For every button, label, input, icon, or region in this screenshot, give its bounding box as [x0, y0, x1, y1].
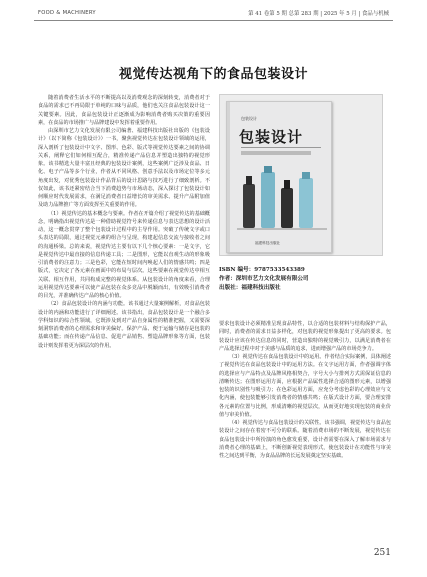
- right-column: [219, 320, 391, 460]
- paragraph: 要求包装设计必须精准呈现食品特性，以合适的包装材料与结构保护产品，同时，消费者的需求日益多样化，对包装的视觉形象提出了更高的要求。包装设计应该在传达信息的同时，营造出独特的视觉吸引力，以满足消费者在产品选择过程中对于美感与品质的追求，进而增强产品的市场竞争力。: [219, 321, 391, 352]
- paragraph: （1）视觉传达的基本概念与要素。作者在开篇介绍了视觉传达的基础概念，明确指出视觉传达是一种借助视觉符号来传递信息与表达思想的设计活动，这一概念贯穿了整个包装设计过程中的主导作用。突破了传统文字或口头表达的局限，通过视觉元素的组合与呈现，构建起信息交流与接收者之间的沟通桥梁。总的来说，视觉传达主要有以下几个核心要素：一是文字，它是视觉传达中最直接的信息传递工具；二是图形，它能以直观生动的形象吸引消费者的注意力；三是色彩，它能在短时间内唤起人们的情感共鸣；四是版式，它决定了各元素在画面中的布局与层次。这些要素在视觉传达中相互关联、相互作用，共同构成完整的视觉体系。从包装设计的角度来看，合理运用视觉传达要素可以使产品包装在众多竞品中脱颖而出，有效吸引消费者的目光，并准确传达产品的核心价值。: [38, 210, 210, 299]
- book-cover-image: [219, 94, 383, 256]
- header-rule: [34, 20, 393, 21]
- paragraph: （2）食品包装设计的内涵与功能。该书通过大量案例解析，对食品包装设计的内涵和功能进行了详细阐述。该书指出，食品包装设计是一个融合多学科知识的综合性领域，它既涉及到对产品自身属性的精准把握，又需要深刻洞察消费者的心理需求和审美偏好。保护产品、便于运输与储存是包装的基础功能；而在传递产品信息、促进产品销售、塑造品牌形象等方面，包装设计则发挥着更为深层次的作用。: [38, 301, 210, 349]
- article-title: 视觉传达视角下的食品包装设计: [118, 67, 308, 82]
- issue-info: 第 41 卷第 5 期 总第 283 期 | 2025 年 5 月 | 食品与机械: [248, 11, 389, 17]
- book-info: [219, 266, 309, 292]
- paragraph: 随着消费者生活水平的不断提高以及消费观念的深刻转变，消费者对于食品的需求已不再局限于单纯的口味与品质，他们也关注食品包装设计这一关键要素。因此，食品包装设计正逐渐成为影响消费者购买决策的重要因素，在食品的市场推广与品牌建设中发挥着重要作用。: [38, 95, 210, 126]
- book-cover-small-text: 包装设计: [241, 116, 257, 121]
- book-cover: [226, 101, 332, 253]
- book-author: 作者：深圳市艺力文化发展有限公司: [219, 275, 309, 282]
- cover-bar: [241, 151, 311, 155]
- book-cover-title: 包装设计: [239, 128, 304, 146]
- journal-name: FOOD & MACHINERY: [38, 10, 96, 16]
- book-isbn: ISBN 编号：9787533543389: [219, 267, 305, 273]
- bottles-illustration: [237, 162, 327, 232]
- cover-divider: [241, 147, 321, 148]
- left-column: [38, 94, 210, 350]
- paragraph: （3）视觉传达在食品包装设计中的运用。作者结合实际案例，具体阐述了视觉传达在食品包装设计中的运用方法。在文字运用方面，作者强调字体的选择应与产品特点及品牌风格相契合，字号大小与排列方式需保证信息的清晰传达；在图形运用方面，应根据产品属性选择合适的图形元素，以增强包装的识别性与吸引力；在色彩运用方面，应充分考虑色彩的心理效应与文化内涵，使包装能够引发消费者的情感共鸣；在版式设计方面，要合理安排各元素的位置与比例，形成清晰的视觉层次，从而更好地实现包装的商业价值与审美价值。: [219, 354, 391, 418]
- book-spine: [227, 102, 230, 252]
- paragraph: 由深圳市艺力文化发展有限公司编著、福建科技出版社出版的《包装设计》（以下简称《包装设计》）一书，聚焦视觉传达在包装设计领域的运用，深入剖析了包装设计中文字、图形、色彩、版式等视觉传达要素之间的协调关系，阐释它们如何相互配合，精准传递产品信息并塑造出独特的视觉形象。该书精选大量丰富且经典的包装设计案例，这些案例广泛涉及食品、日化、电子产品等多个行业，作者从不同风格、创意手法以及市场定位等多元角度出发，对优秀包装设计作品背后的设计思路与技巧进行了细致剖析。不仅如此，该书还紧密结合当下消费趋势与市场动态，深入探讨了包装设计如何顺应时代发展需求，在满足消费者日益增长的审美需求、提升产品附加值及助力品牌推广等方面发挥至关重要的作用。: [38, 128, 210, 209]
- book-press: 出版社：福建科技出版社: [219, 284, 281, 291]
- paragraph: （4）视觉传达与食品包装设计的关联性。该书强调，视觉传达与食品包装设计之间存在着密不可分的联系。随着消费市场的不断发展，视觉传达在食品包装设计中所扮演的角色愈发重要，设计者需要在深入了解市场需求与消费者心理的基础上，不断创新视觉表现形式，使包装设计在功能性与审美性之间达到平衡，为食品品牌的长远发展奠定坚实基础。: [219, 420, 391, 459]
- page-number: 251: [373, 548, 391, 558]
- book-publisher: 福建科技出版社: [255, 241, 281, 245]
